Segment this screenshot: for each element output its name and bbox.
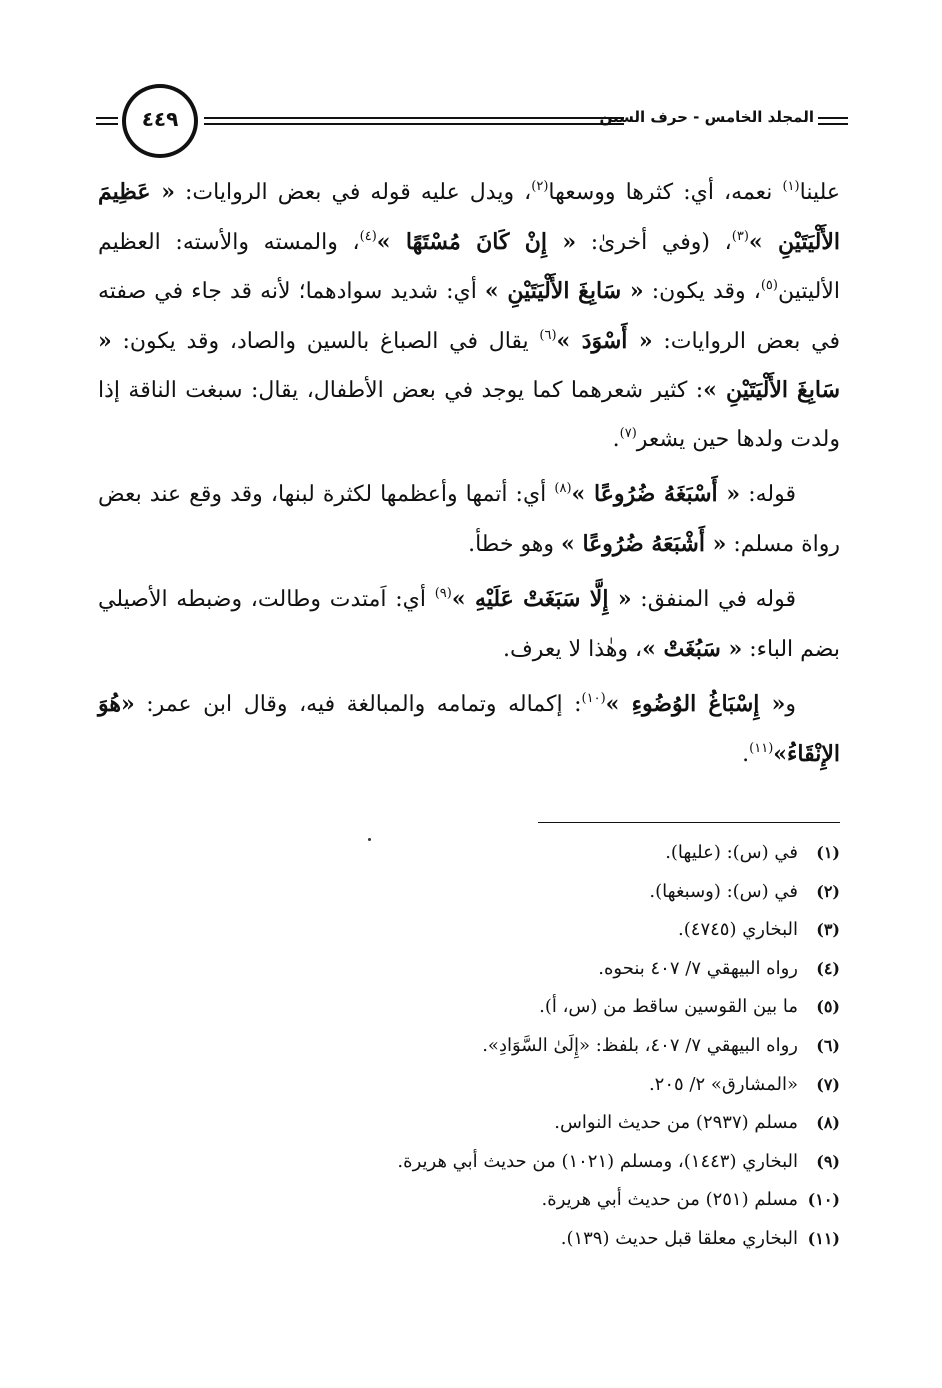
running-title: المجلد الخامس - حرف السين xyxy=(599,108,814,126)
footnote-item xyxy=(98,1027,840,1066)
hadith-quote: «هُوَ الإِنْقَاءُ» xyxy=(98,691,840,767)
text-run: ، (وفي أخرىٰ: xyxy=(576,229,732,255)
footnote-number: (٩) xyxy=(816,1151,840,1171)
footnote-number: (٧) xyxy=(816,1074,840,1094)
paragraph xyxy=(98,470,840,569)
hadith-quote: « أَسْبَغَهُ ضُرُوعًا » xyxy=(571,481,741,507)
footnote-ref: (٥) xyxy=(760,278,778,293)
footnote-number: (٤) xyxy=(816,958,840,978)
footnote-text: رواه البيهقي ٧/ ٤٠٧ بنحوه. xyxy=(598,957,798,979)
footnote-item xyxy=(98,1143,840,1182)
footnote-number: (٨) xyxy=(816,1113,840,1133)
hadith-quote: « سَابِغَ الأَلْيَتَيْنِ » xyxy=(484,278,644,304)
footnote-item xyxy=(98,988,840,1027)
footnote-separator xyxy=(538,822,840,823)
header-rule xyxy=(204,123,624,125)
hadith-quote: « سَبُغَتْ » xyxy=(642,635,743,662)
text-run: : كثير شعرهما كما يوجد في بعض الأطفال، يقال: سبغت الناقة إذا ولدت ولدها حين يشعر xyxy=(98,378,840,452)
header-rule xyxy=(96,123,118,125)
hadith-quote: « أَسْوَدَ » xyxy=(556,327,653,354)
page-number-oval xyxy=(122,84,198,158)
footnote-ref: (٢) xyxy=(531,179,549,194)
footnote-number: (١١) xyxy=(807,1228,840,1248)
hadith-quote: « سَابِغَ الأَلْيَتَيْنِ » xyxy=(98,327,841,403)
footnote-ref: (٦) xyxy=(539,327,557,343)
text-run: نعمه، أي: كثرها ووسعها xyxy=(548,180,783,205)
footnote-number: (١٠) xyxy=(807,1190,840,1210)
text-run: ، ويدل عليه قوله في بعض الروايات: xyxy=(174,180,532,205)
footnote-ref: (٤) xyxy=(359,228,377,244)
footnote-number: (٦) xyxy=(816,1035,840,1055)
footnotes xyxy=(98,834,840,1259)
footnote-ref: (١٠) xyxy=(581,691,606,706)
footnote-ref: (٧) xyxy=(619,425,637,441)
footnote-item xyxy=(98,873,840,912)
footnote-item xyxy=(98,834,840,873)
footnote-text: في (س): (وسبغها). xyxy=(649,880,798,902)
paragraph xyxy=(98,575,840,674)
text-run: ، وهٰذا لا يعرف. xyxy=(502,636,643,662)
footnote-number: (٢) xyxy=(816,881,840,901)
footnote-ref: (٣) xyxy=(731,228,749,244)
text-run: : إكماله وتمامه والمبالغة فيه، وقال ابن عمر: xyxy=(134,692,582,717)
text-run: . xyxy=(612,426,620,452)
text-run: أي: شديد سوادهما؛ لأنه قد جاء في صفته في بعض الروايات: xyxy=(98,279,840,354)
text-run: قوله: xyxy=(740,482,796,507)
footnote-text: البخاري (١٤٤٣)، ومسلم (١٠٢١) من حديث أبي هريرة. xyxy=(397,1150,798,1172)
hadith-quote: « إِلَّا سَبَغَتْ عَلَيْهِ » xyxy=(451,586,632,612)
main-text xyxy=(98,168,840,779)
header-rule xyxy=(818,117,848,119)
footnote-item xyxy=(98,1220,840,1259)
text-run: . xyxy=(742,741,750,767)
text-run: ، وقد يكون: xyxy=(643,279,761,304)
footnote-text: البخاري معلقا قبل حديث (١٣٩). xyxy=(560,1227,798,1249)
paragraph xyxy=(98,168,840,464)
footnote-ref: (١) xyxy=(782,179,800,194)
text-run: يقال في الصباغ بالسين والصاد، وقد يكون: xyxy=(111,328,540,354)
text-run: أي: أتمها وأعظمها لكثرة لبنها، وقد وقع عند بعض رواة مسلم: xyxy=(98,482,840,557)
footnote-item xyxy=(98,950,840,989)
header-rule xyxy=(204,117,624,119)
paragraph xyxy=(98,680,840,779)
hadith-quote: « أَشْبَعَهُ ضُرُوعًا » xyxy=(561,530,727,557)
text-run: و xyxy=(785,692,796,717)
text-run: قوله في المنفق: xyxy=(631,587,796,612)
text-run: علينا xyxy=(799,180,840,205)
header-rule xyxy=(96,117,118,119)
footnote-ref: (٩) xyxy=(434,586,452,601)
footnote-text: مسلم (٢٩٣٧) من حديث النواس. xyxy=(554,1112,798,1134)
hadith-quote: « إِنْ كَانَ مُسْتَهًا » xyxy=(376,228,577,255)
page-header xyxy=(96,84,848,168)
footnote-number: (١) xyxy=(816,843,840,862)
header-rule xyxy=(818,123,848,125)
footnote-item xyxy=(98,1181,840,1220)
footnote-item xyxy=(98,1104,840,1143)
footnote-text: ما بين القوسين ساقط من (س، أ). xyxy=(539,996,798,1018)
footnote-text: مسلم (٢٥١) من حديث أبي هريرة. xyxy=(541,1189,798,1211)
text-run: ، والمسته والأسته: العظيم الأليتين xyxy=(98,229,840,304)
footnote-item xyxy=(98,1066,840,1105)
hadith-quote: « عَظِيمَ الأَلْيَتَيْنِ » xyxy=(98,179,840,255)
text-run: وهو خطأ. xyxy=(468,531,562,557)
footnote-text: رواه البيهقي ٧/ ٤٠٧، بلفظ: «إِلَىٰ السَّوَادِ». xyxy=(482,1034,798,1056)
footnote-item xyxy=(98,911,840,950)
footnote-ref: (٨) xyxy=(554,481,572,496)
footnote-number: (٣) xyxy=(816,920,840,940)
footnote-text: البخاري (٤٧٤٥). xyxy=(678,919,798,941)
footnote-number: (٥) xyxy=(816,997,840,1017)
footnote-text: في (س): (عليها). xyxy=(665,842,798,863)
hadith-quote: « إِسْبَاغُ الوُضُوءِ » xyxy=(605,691,786,717)
page-number: ٤٤٩ xyxy=(141,107,179,131)
text-run: أي: اَمتدت وطالت، وضبطه الأصيلي بضم الباء: xyxy=(98,587,840,662)
footnote-ref: (١١) xyxy=(749,740,774,756)
footnote-text: «المشارق» ٢/ ٢٠٥. xyxy=(648,1073,798,1095)
